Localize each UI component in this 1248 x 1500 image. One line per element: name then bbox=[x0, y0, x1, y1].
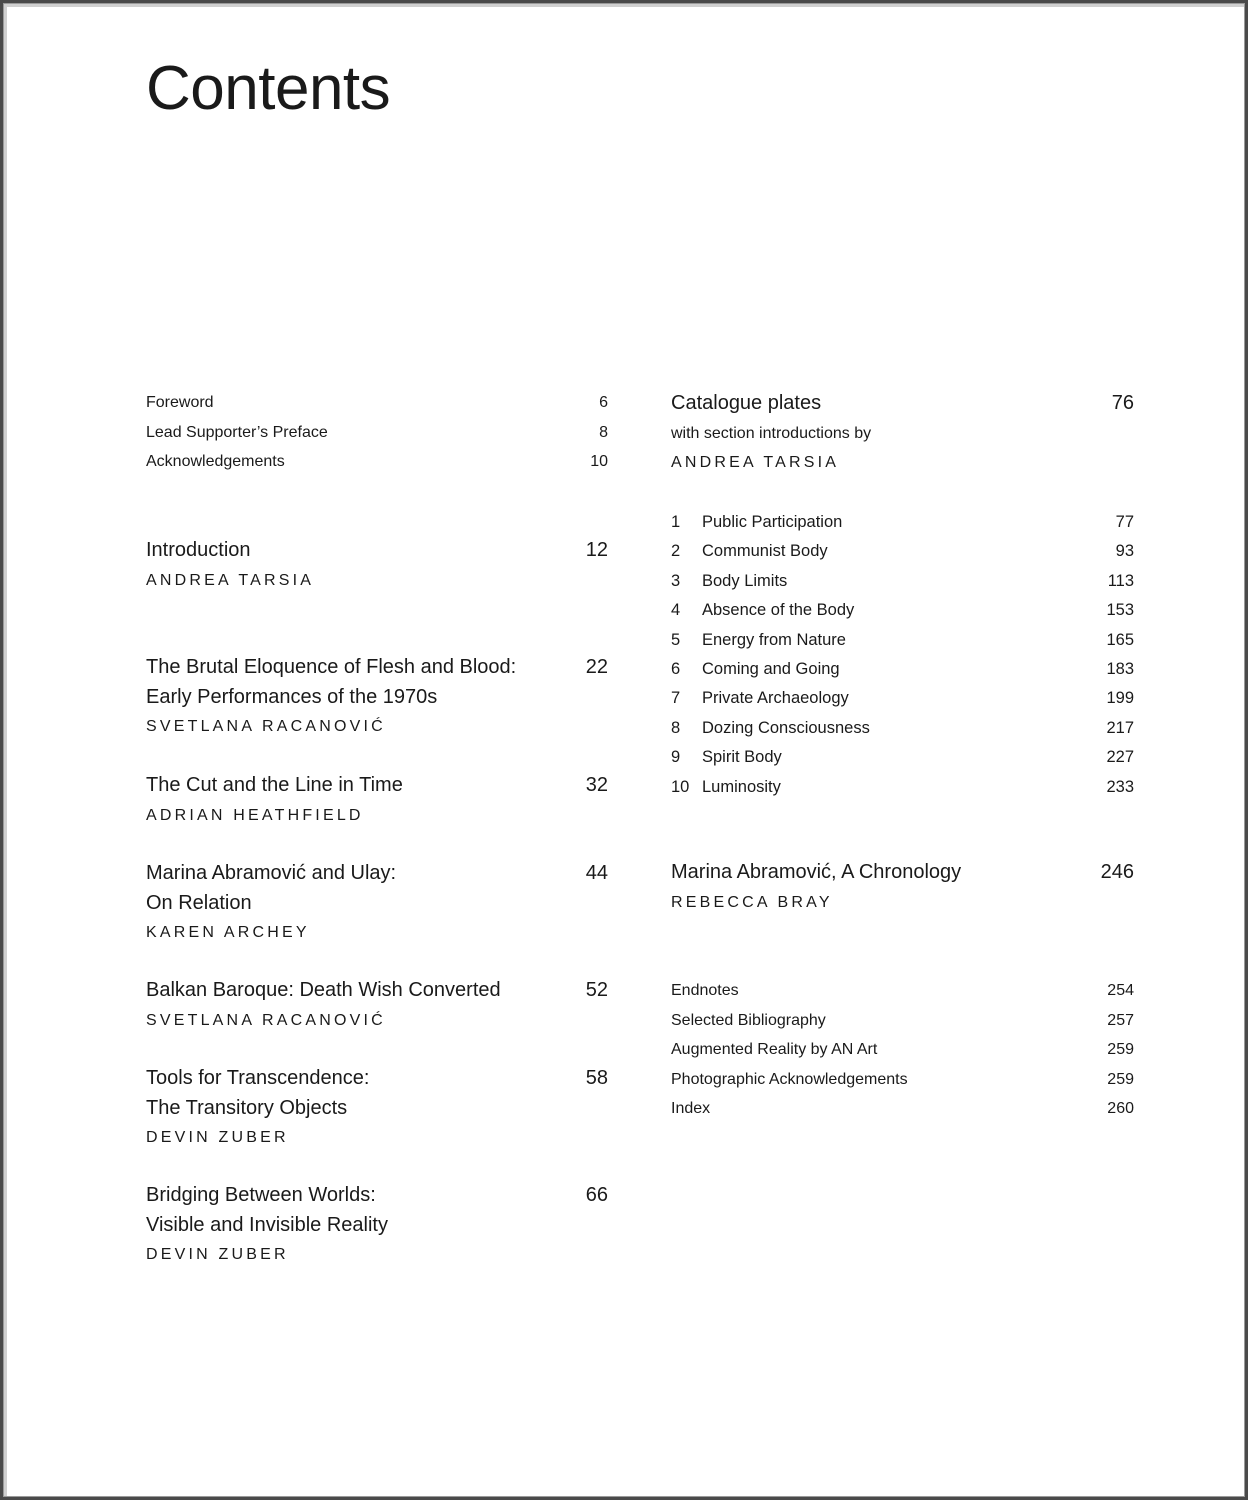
essay-author: KAREN ARCHEY bbox=[146, 924, 310, 941]
page-title: Contents bbox=[146, 54, 391, 123]
toc-entry-page: 260 bbox=[1107, 1100, 1134, 1117]
toc-entry[interactable] bbox=[671, 1037, 1134, 1067]
plate-section-label: Luminosity bbox=[702, 777, 781, 796]
essay-title-line: The Brutal Eloquence of Flesh and Blood: bbox=[146, 656, 517, 678]
contents-left-column bbox=[146, 392, 608, 1263]
plate-section-page: 77 bbox=[1115, 513, 1134, 531]
plate-section-label: Dozing Consciousness bbox=[702, 718, 870, 737]
essay-author: SVETLANA RACANOVIĆ bbox=[146, 718, 386, 735]
essay-title bbox=[146, 536, 251, 566]
plate-section-number: 5 bbox=[671, 630, 681, 649]
toc-essay-entry[interactable] bbox=[146, 653, 608, 742]
essay-author: ANDREA TARSIA bbox=[146, 571, 315, 589]
essay-page: 66 bbox=[585, 1184, 608, 1206]
plate-section-item[interactable] bbox=[671, 626, 1134, 655]
essay-title bbox=[146, 859, 396, 918]
toc-essay-entry[interactable] bbox=[146, 536, 608, 596]
essay-author: DEVIN ZUBER bbox=[146, 1129, 289, 1146]
toc-entry-label: Acknowledgements bbox=[146, 453, 285, 470]
plate-section-item[interactable] bbox=[671, 567, 1134, 596]
toc-entry-label: Endnotes bbox=[671, 982, 739, 999]
plate-section-label: Public Participation bbox=[702, 513, 843, 531]
plate-section-page: 113 bbox=[1107, 571, 1134, 590]
plate-section-item[interactable] bbox=[671, 684, 1134, 713]
plate-section-number: 6 bbox=[671, 659, 681, 678]
plate-section-label: Energy from Nature bbox=[702, 630, 846, 649]
plate-section-page: 233 bbox=[1106, 777, 1134, 796]
toc-entry[interactable] bbox=[671, 978, 1134, 1008]
toc-essay-entry[interactable] bbox=[146, 976, 608, 1036]
plate-section-list bbox=[671, 508, 1134, 802]
plate-section-label: Coming and Going bbox=[702, 659, 840, 678]
catalogue-page: 76 bbox=[1111, 392, 1134, 414]
toc-entry[interactable] bbox=[146, 390, 608, 420]
plate-section-item[interactable] bbox=[671, 537, 1134, 566]
toc-entry-label: Foreword bbox=[146, 394, 214, 411]
essay-page: 32 bbox=[585, 774, 608, 796]
plate-section-label: Spirit Body bbox=[702, 748, 782, 767]
toc-entry-label: Lead Supporter’s Preface bbox=[146, 423, 328, 441]
plate-section-page: 227 bbox=[1106, 748, 1134, 767]
essay-author: SVETLANA RACANOVIĆ bbox=[146, 1011, 386, 1029]
essay-title-line: Early Performances of the 1970s bbox=[146, 685, 438, 708]
plate-section-number: 3 bbox=[671, 571, 681, 590]
essay-author: DEVIN ZUBER bbox=[146, 1246, 289, 1263]
toc-entry[interactable] bbox=[671, 1067, 1134, 1097]
toc-entry-page: 6 bbox=[599, 394, 608, 411]
toc-essay-entry[interactable] bbox=[146, 771, 608, 831]
plate-section-item[interactable] bbox=[671, 596, 1134, 625]
back-matter-list bbox=[671, 978, 1134, 1126]
toc-entry-label: Selected Bibliography bbox=[671, 1011, 826, 1029]
catalogue-note: with section introductions by bbox=[671, 424, 872, 442]
toc-essay-entry[interactable] bbox=[146, 859, 608, 948]
essay-page: 44 bbox=[585, 862, 608, 884]
essay-title bbox=[146, 653, 516, 712]
plate-section-page: 165 bbox=[1106, 630, 1134, 649]
plate-section-page: 217 bbox=[1106, 718, 1134, 737]
plate-section-item[interactable] bbox=[671, 508, 1134, 537]
toc-entry-page: 8 bbox=[599, 423, 608, 441]
toc-entry-page: 259 bbox=[1107, 1041, 1134, 1058]
plate-section-number: 1 bbox=[671, 513, 681, 531]
plate-section-label: Communist Body bbox=[702, 542, 828, 561]
plate-section-number: 10 bbox=[671, 777, 690, 796]
toc-entry-label: Augmented Reality by AN Art bbox=[671, 1041, 878, 1058]
toc-entry[interactable] bbox=[671, 1096, 1134, 1126]
essay-title-line: The Cut and the Line in Time bbox=[146, 774, 403, 796]
essay-title bbox=[146, 771, 403, 801]
plate-section-item[interactable] bbox=[671, 655, 1134, 684]
catalogue-title: Catalogue plates bbox=[671, 392, 822, 414]
essay-page: 12 bbox=[585, 539, 608, 561]
essay-title bbox=[146, 1181, 388, 1240]
toc-entry-page: 259 bbox=[1107, 1070, 1134, 1088]
essay-title-line: Tools for Transcendence: bbox=[146, 1067, 370, 1089]
essay-page: 52 bbox=[585, 979, 608, 1001]
toc-entry[interactable] bbox=[146, 449, 608, 479]
essay-title-line: Visible and Invisible Reality bbox=[146, 1213, 388, 1236]
catalogue-author: ANDREA TARSIA bbox=[671, 454, 840, 471]
essay-title-line: Balkan Baroque: Death Wish Converted bbox=[146, 979, 501, 1001]
toc-entry-label: Photographic Acknowledgements bbox=[671, 1070, 908, 1088]
plate-section-item[interactable] bbox=[671, 714, 1134, 743]
essay-title bbox=[146, 976, 501, 1006]
plate-section-page: 199 bbox=[1106, 689, 1134, 708]
toc-entry[interactable] bbox=[671, 1008, 1134, 1038]
plate-section-item[interactable] bbox=[671, 773, 1134, 802]
essay-title-line: On Relation bbox=[146, 891, 252, 914]
chronology-page: 246 bbox=[1100, 861, 1134, 883]
toc-essay-entry[interactable] bbox=[146, 1181, 608, 1270]
essay-author: ADRIAN HEATHFIELD bbox=[146, 806, 364, 824]
plate-section-number: 7 bbox=[671, 689, 681, 708]
essay-page: 58 bbox=[585, 1067, 608, 1089]
chronology-author: REBECCA BRAY bbox=[671, 893, 833, 911]
plate-section-page: 183 bbox=[1106, 659, 1134, 678]
plate-section-page: 153 bbox=[1106, 601, 1134, 620]
plate-section-label: Absence of the Body bbox=[702, 601, 855, 620]
essay-title-line: The Transitory Objects bbox=[146, 1096, 348, 1119]
toc-entry-page: 254 bbox=[1107, 982, 1134, 999]
plate-section-page: 93 bbox=[1115, 542, 1134, 561]
toc-essay-entry[interactable] bbox=[146, 1064, 608, 1153]
essay-title-line: Bridging Between Worlds: bbox=[146, 1184, 376, 1206]
plate-section-item[interactable] bbox=[671, 743, 1134, 772]
toc-entry[interactable] bbox=[146, 420, 608, 450]
essay-title-line: Introduction bbox=[146, 539, 251, 561]
toc-entry-page: 10 bbox=[590, 453, 608, 470]
toc-entry-label: Index bbox=[671, 1100, 711, 1117]
plate-section-label: Private Archaeology bbox=[702, 689, 849, 708]
toc-chronology-entry[interactable] bbox=[671, 858, 1134, 918]
chronology-title: Marina Abramović, A Chronology bbox=[671, 861, 962, 883]
toc-entry-page: 257 bbox=[1107, 1011, 1134, 1029]
plate-section-number: 8 bbox=[671, 718, 681, 737]
essay-title-line: Marina Abramović and Ulay: bbox=[146, 862, 397, 884]
essay-title bbox=[146, 1064, 369, 1123]
plate-section-label: Body Limits bbox=[702, 571, 788, 590]
plate-section-number: 2 bbox=[671, 542, 681, 561]
toc-catalogue-entry[interactable] bbox=[671, 389, 1134, 478]
plate-section-number: 9 bbox=[671, 748, 681, 767]
plate-section-number: 4 bbox=[671, 601, 681, 620]
front-matter-list bbox=[146, 390, 608, 479]
essay-page: 22 bbox=[585, 656, 608, 678]
